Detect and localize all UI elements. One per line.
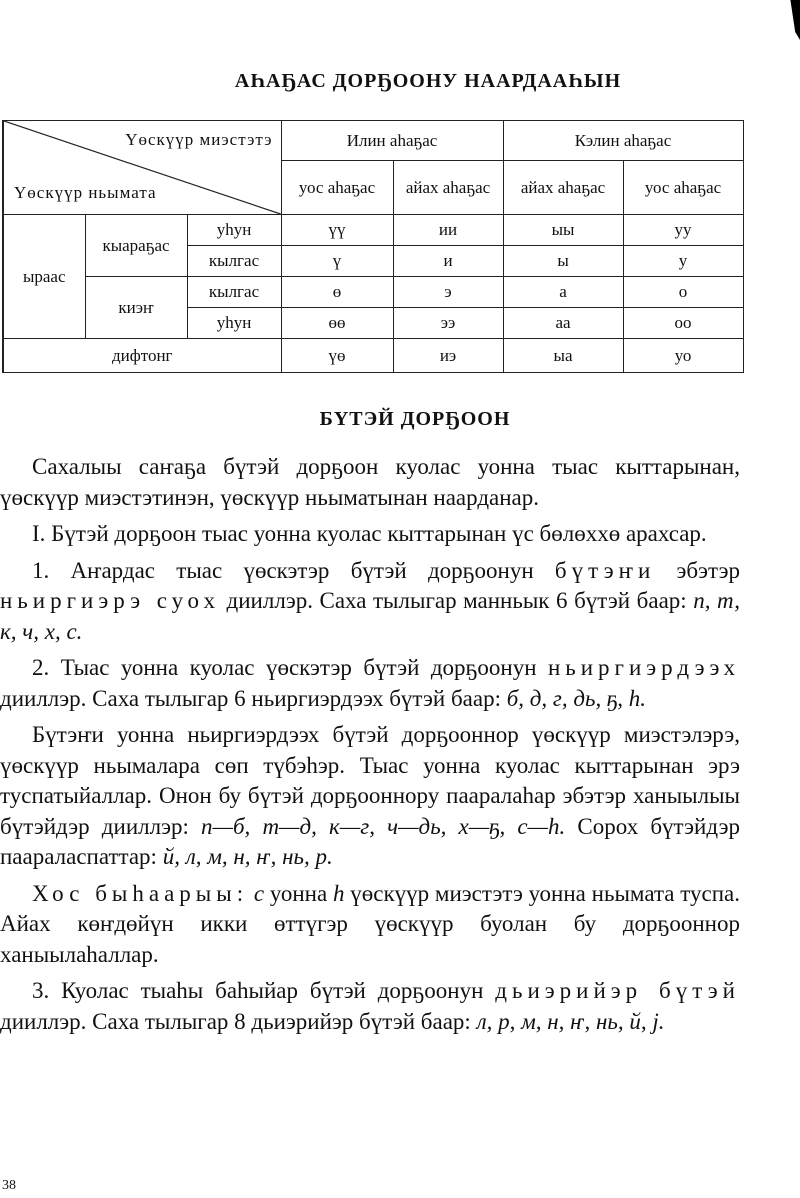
table-cell: үө <box>281 339 393 373</box>
spaced-term: бүтэҥи <box>554 557 656 583</box>
page-number: 38 <box>2 1178 16 1193</box>
paragraph: I. Бүтэй дорҕоон тыас уонна куолас кыттарынан үс бөлөххө арахсар. <box>32 521 707 546</box>
italic-examples: п—б, т—д, к—г, ч—дь, х—ҕ, с—һ. <box>201 813 566 839</box>
spaced-term: ньиргиэрэ суох <box>0 588 220 613</box>
paragraph <box>0 653 740 714</box>
text-span: 2. Тыас уонна куолас үөскэтэр бүтэй дорҕоонун <box>32 655 548 680</box>
table-cell: ыа <box>503 339 623 373</box>
page-corner-mark <box>788 0 800 40</box>
corner-bottom-label: Үөскүүр ньымата <box>14 183 157 203</box>
text-span: үөскүүр миэстэтэ уонна ньымата туспа. Айах көҥдөйүн икки өттүгэр үөскүүр буолан бу дорҕооннор ханыылаһаллар. <box>0 880 740 967</box>
front-vowels-header: Илин аһаҕас <box>281 121 503 161</box>
corner-top-label: Үөскүүр миэстэтэ <box>125 130 273 149</box>
row-label-long: уһун <box>187 308 281 339</box>
paragraph: Сахалыы саҥаҕа бүтэй дорҕоон куолас уонна тыас кыттарынан, үөскүүр миэстэтинэн, үөскүүр ньыматынан наарданар. <box>0 454 740 510</box>
table-cell: ии <box>393 215 503 246</box>
paragraph <box>0 879 740 971</box>
table-cell: уо <box>623 339 743 373</box>
body-text <box>0 452 740 1043</box>
vowel-classification-table <box>2 120 744 373</box>
text-span: дииллэр. Саха тылыгар 6 ньиргиэрдээх бүтэй баар: <box>0 685 507 711</box>
sub-header: уос аһаҕас <box>281 161 393 215</box>
spaced-term: дьиэрийэр бүтэй <box>495 978 740 1003</box>
table-cell: о <box>623 277 743 308</box>
table-cell: өө <box>281 308 393 339</box>
text-span: Бүтэҥи уонна ньиргиэрдээх бүтэй дорҕооннор үөскүүр миэстэлэрэ, үөскүүр ньымалара сөп түбэһэр. Тыас уонна куолас кыттарынан эрэ туспатыйаллар. Онон бу бүтэй дорҕооннору пааралаһар эбэтэр ханыылыы бүтэйдэр дииллэр: <box>0 722 740 839</box>
table-cell: уу <box>623 215 743 246</box>
table-cell: аа <box>503 308 623 339</box>
row-label-short: кылгас <box>187 246 281 277</box>
italic-examples: п, т, к, ч, х, с. <box>0 588 740 644</box>
text-span: эбэтэр <box>655 557 740 583</box>
table-cell: а <box>503 277 623 308</box>
row-group-narrow: кыараҕас <box>85 215 187 277</box>
paragraph <box>0 720 740 873</box>
italic-examples: л, р, м, н, ҥ, нь, й, ј. <box>476 1008 665 1034</box>
sub-header: уос аһаҕас <box>623 161 743 215</box>
text-span: 1. Аҥардас тыас үөскэтэр бүтэй дорҕоонун <box>32 557 555 583</box>
table-cell: у <box>623 246 743 277</box>
table-corner-cell <box>3 121 281 215</box>
row-label-diphthong: дифтонг <box>3 339 281 373</box>
table-cell: ы <box>503 246 623 277</box>
italic-examples: й, л, м, н, ҥ, нь, р. <box>162 844 333 869</box>
table-cell: ээ <box>393 308 503 339</box>
table-cell: ыы <box>503 215 623 246</box>
row-group-open: ыраас <box>3 215 85 339</box>
vowel-table-title: АҺАҔАС ДОРҔООНУ НААРДААҺЫН <box>234 70 622 92</box>
paragraph <box>0 556 740 648</box>
row-group-wide: киэҥ <box>85 277 187 339</box>
text-span: дииллэр. Саха тылыгар 8 дьиэрийэр бүтэй баар: <box>0 1008 477 1034</box>
paragraph <box>0 976 740 1037</box>
text-span: 3. Куолас тыаһы баһыйар бүтэй дорҕоонун <box>32 978 496 1003</box>
back-vowels-header: Кэлин аһаҕас <box>503 121 743 161</box>
row-label-long: уһун <box>187 215 281 246</box>
table-cell: үү <box>281 215 393 246</box>
italic-examples: б, д, г, дь, ҕ, һ. <box>506 685 646 711</box>
table-cell: ө <box>281 277 393 308</box>
text-span: дииллэр. Саха тылыгар манньык 6 бүтэй баар: <box>219 588 694 613</box>
table-cell: иэ <box>393 339 503 373</box>
text-span: уонна <box>264 880 333 906</box>
sub-header: айах аһаҕас <box>503 161 623 215</box>
sub-header: айах аһаҕас <box>393 161 503 215</box>
table-cell: э <box>393 277 503 308</box>
table-cell: ү <box>281 246 393 277</box>
row-label-short: кылгас <box>187 277 281 308</box>
consonants-title: БҮТЭЙ ДОРҔООН <box>319 408 511 430</box>
table-cell: оо <box>623 308 743 339</box>
text-span: Сорох бүтэйдэр паараласпаттар: <box>0 813 740 869</box>
table-cell: и <box>393 246 503 277</box>
italic-letter: һ <box>332 880 345 906</box>
spaced-term: ньиргиэрдээх <box>547 655 740 680</box>
spaced-term: Хос быһаарыы: <box>32 880 249 906</box>
italic-letter: с <box>248 880 265 906</box>
